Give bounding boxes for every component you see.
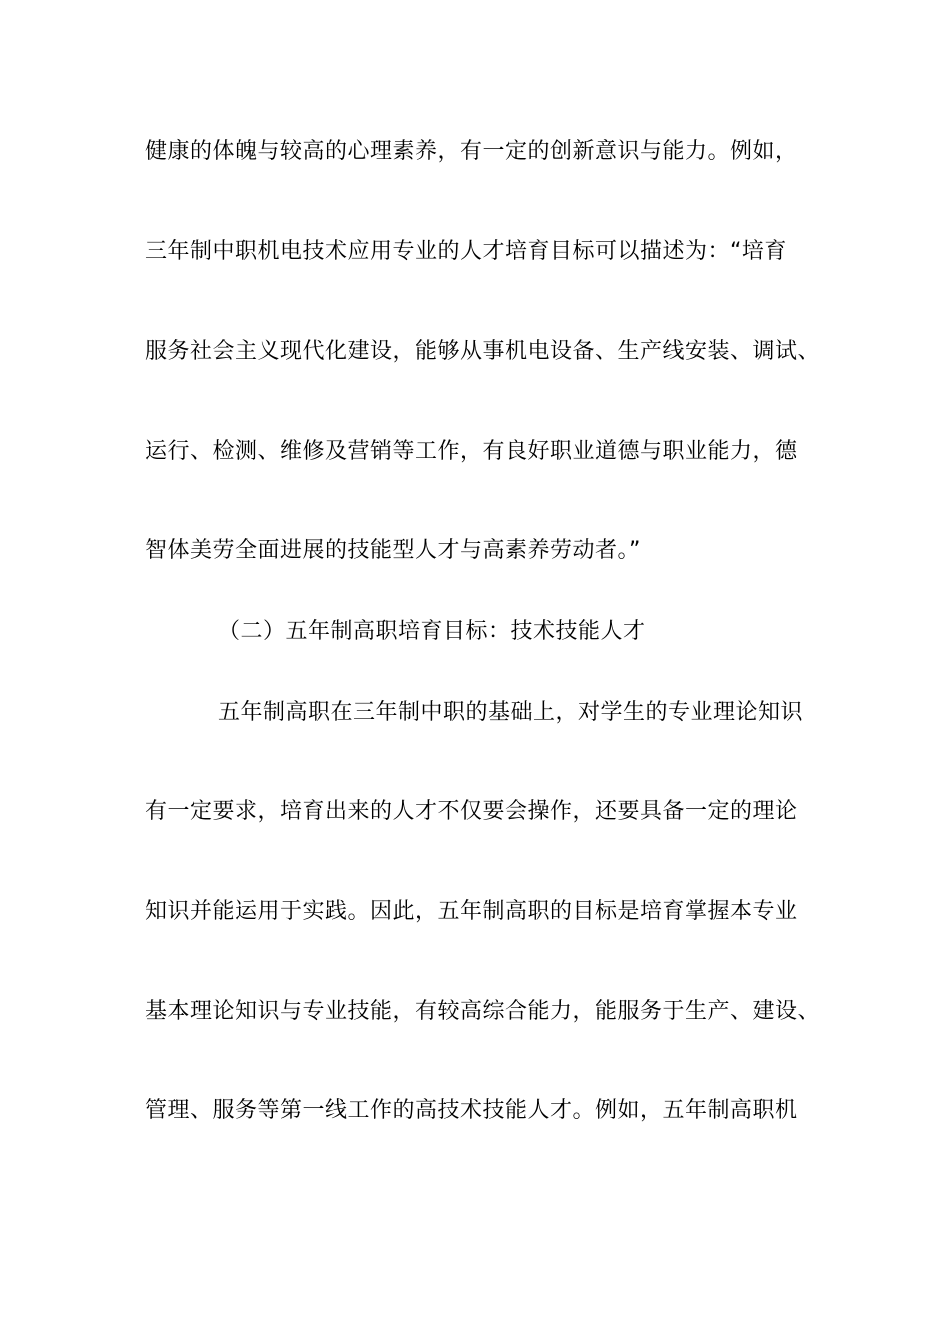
paragraph-line: 五年制高职在三年制中职的基础上，对学生的专业理论知识 <box>218 700 804 725</box>
paragraph-line: 知识并能运用于实践。因此，五年制高职的目标是培育掌握本专业 <box>145 899 798 924</box>
paragraph-line: 服务社会主义现代化建设，能够从事机电设备、生产线安装、调试、 <box>145 339 821 364</box>
paragraph-line: 健康的体魄与较高的心理素养，有一定的创新意识与能力。例如， <box>145 139 798 164</box>
paragraph-line: 有一定要求，培育出来的人才不仅要会操作，还要具备一定的理论 <box>145 799 798 824</box>
paragraph-line: 管理、服务等第一线工作的高技术技能人才。例如，五年制高职机 <box>145 1098 798 1123</box>
paragraph-line: 三年制中职机电技术应用专业的人才培育目标可以描述为：“培育 <box>145 239 787 264</box>
paragraph-line: 基本理论知识与专业技能，有较高综合能力，能服务于生产、建设、 <box>145 999 821 1024</box>
section-heading: （二）五年制高职培育目标：技术技能人才 <box>218 619 646 644</box>
paragraph-line: 运行、检测、维修及营销等工作，有良好职业道德与职业能力，德 <box>145 439 798 464</box>
paragraph-line: 智体美劳全面进展的技能型人才与高素养劳动者。” <box>145 538 641 563</box>
